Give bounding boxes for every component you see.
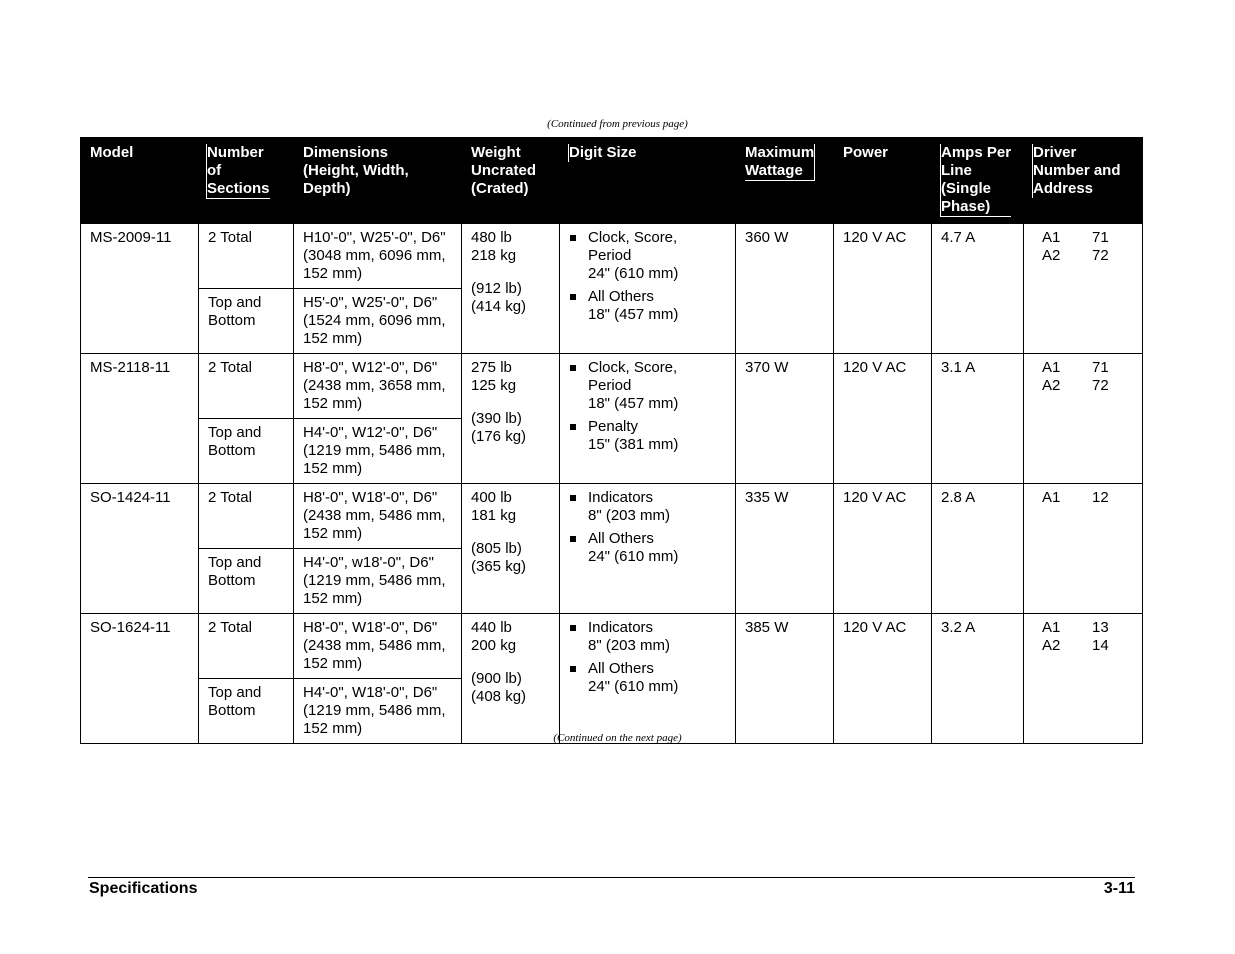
list-item: Clock, Score, Period 24" (610 mm) [569,229,727,283]
table-row [81,614,1143,679]
table-header-row [81,138,1143,224]
cell-digit-size [560,614,736,744]
list-item: All Others 24" (610 mm) [569,660,727,696]
cell-sections: 2 Total [199,484,294,549]
cell-digit-size [560,484,736,614]
header-driver-box: Driver Number and Address [1033,144,1121,197]
cell-wattage: 385 W [736,614,834,744]
cell-sections: Top and Bottom [199,419,294,484]
table-row [81,224,1143,289]
cell-driver: A1 13 A2 14 [1024,614,1143,744]
cell-dimensions: H4'-0", W18'-0", D6" (1219 mm, 5486 mm, 152 mm) [294,679,462,744]
cell-weight: 400 lb 181 kg (805 lb) (365 kg) [462,484,560,614]
cell-model: MS-2118-11 [81,354,199,484]
cell-sections: Top and Bottom [199,679,294,744]
header-sections [199,138,294,224]
cell-driver: A1 71 A2 72 [1024,224,1143,354]
cell-amps: 4.7 A [932,224,1024,354]
header-sections-box: Number of Sections [207,144,270,197]
cell-dimensions: H8'-0", W18'-0", D6" (2438 mm, 5486 mm, 152 mm) [294,614,462,679]
cell-weight: 440 lb 200 kg (900 lb) (408 kg) [462,614,560,744]
cell-power: 120 V AC [834,484,932,614]
cell-sections: 2 Total [199,614,294,679]
cell-model: SO-1624-11 [81,614,199,744]
cell-driver: A1 12 [1024,484,1143,614]
cell-digit-size [560,354,736,484]
cell-wattage: 360 W [736,224,834,354]
cell-amps: 3.1 A [932,354,1024,484]
cell-sections: 2 Total [199,354,294,419]
cell-dimensions: H4'-0", W12'-0", D6" (1219 mm, 5486 mm, 152 mm) [294,419,462,484]
list-item: Indicators 8" (203 mm) [569,619,727,655]
header-amps [932,138,1024,224]
cell-dimensions: H5'-0", W25'-0", D6" (1524 mm, 6096 mm, 152 mm) [294,289,462,354]
continued-on-next-note: (Continued on the next page) [553,732,682,744]
footer-divider [88,877,1135,878]
header-digit-box: Digit Size [569,144,637,161]
cell-power: 120 V AC [834,224,932,354]
cell-dimensions: H8'-0", W18'-0", D6" (2438 mm, 5486 mm, 152 mm) [294,484,462,549]
continued-from-previous-note: (Continued from previous page) [547,118,688,130]
cell-amps: 2.8 A [932,484,1024,614]
header-wattage-box: Maximum Wattage [745,144,815,179]
cell-weight: 480 lb 218 kg (912 lb) (414 kg) [462,224,560,354]
header-wattage [736,138,834,224]
cell-dimensions: H10'-0", W25'-0", D6" (3048 mm, 6096 mm, 152 mm) [294,224,462,289]
header-driver [1024,138,1143,224]
cell-model: MS-2009-11 [81,224,199,354]
cell-wattage: 370 W [736,354,834,484]
cell-sections: Top and Bottom [199,549,294,614]
cell-sections: Top and Bottom [199,289,294,354]
cell-digit-size [560,224,736,354]
cell-driver: A1 71 A2 72 [1024,354,1143,484]
table-row [81,354,1143,419]
cell-amps: 3.2 A [932,614,1024,744]
cell-power: 120 V AC [834,354,932,484]
cell-wattage: 335 W [736,484,834,614]
header-model: Model [81,138,199,224]
cell-dimensions: H4'-0", w18'-0", D6" (1219 mm, 5486 mm, 152 mm) [294,549,462,614]
footer-page-number: 3-11 [1103,880,1135,897]
list-item: Penalty 15" (381 mm) [569,418,727,454]
cell-model: SO-1424-11 [81,484,199,614]
table-row [81,484,1143,549]
specifications-table [80,137,1143,744]
footer-section-title: Specifications [89,880,198,897]
cell-power: 120 V AC [834,614,932,744]
header-power: Power [834,138,932,224]
header-amps-box: Amps Per Line (Single Phase) [941,144,1012,215]
header-digit-size [560,138,736,224]
list-item: All Others 18" (457 mm) [569,288,727,324]
header-dimensions: Dimensions (Height, Width, Depth) [294,138,462,224]
header-weight: Weight Uncrated (Crated) [462,138,560,224]
list-item: Indicators 8" (203 mm) [569,489,727,525]
cell-sections: 2 Total [199,224,294,289]
cell-weight: 275 lb 125 kg (390 lb) (176 kg) [462,354,560,484]
list-item: Clock, Score, Period 18" (457 mm) [569,359,727,413]
list-item: All Others 24" (610 mm) [569,530,727,566]
cell-dimensions: H8'-0", W12'-0", D6" (2438 mm, 3658 mm, 152 mm) [294,354,462,419]
